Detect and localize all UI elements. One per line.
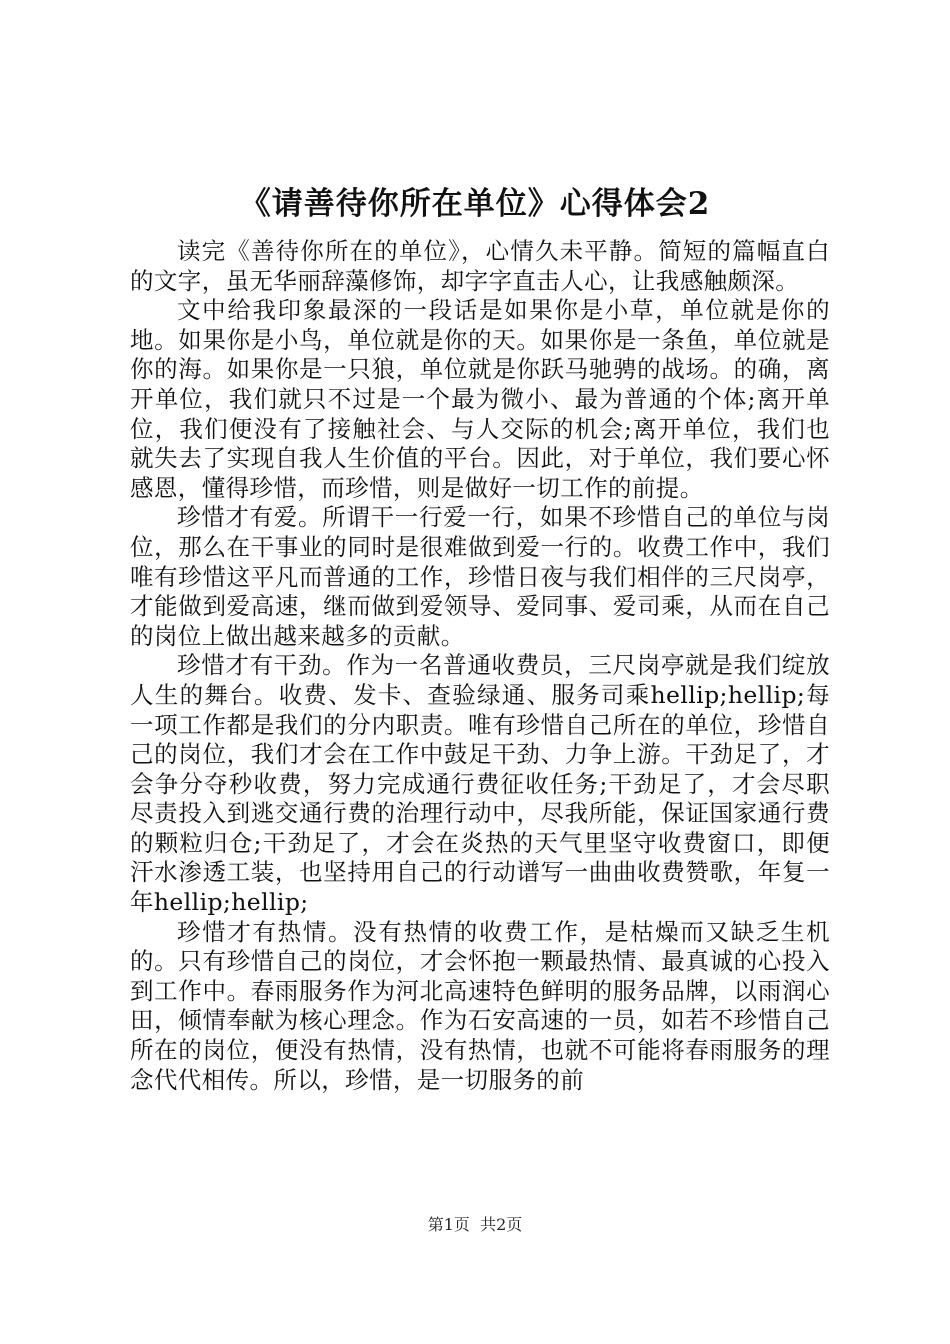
document-body [130, 237, 830, 1095]
document-title: 《请善待你所在单位》心得体会2 [239, 186, 711, 222]
page-number: 第1页 共2页 [427, 1215, 523, 1234]
paragraph-love: 珍惜才有爱。所谓干一行爱一行，如果不珍惜自己的单位与岗位，那么在干事业的同时是很难做到爱一行的。收费工作中，我们唯有珍惜这平凡而普通的工作，珍惜日夜与我们相伴的三尺岗亭，才能做到爱高速，继而做到爱领导、爱同事、爱司乘，从而在自己的岗位上做出越来越多的贡献。 [130, 503, 830, 650]
paragraph-quote: 文中给我印象最深的一段话是如果你是小草，单位就是你的地。如果你是小鸟，单位就是你的天。如果你是一条鱼，单位就是你的海。如果你是一只狼，单位就是你跃马驰骋的战场。的确，离开单位，我们就只不过是一个最为微小、最为普通的个体;离开单位，我们便没有了接触社会、与人交际的机会;离开单位，我们也就失去了实现自我人生价值的平台。因此，对于单位，我们要心怀感恩，懂得珍惜，而珍惜，则是做好一切工作的前提。 [130, 296, 830, 502]
page-footer [0, 1214, 950, 1236]
paragraph-passion: 珍惜才有热情。没有热情的收费工作，是枯燥而又缺乏生机的。只有珍惜自己的岗位，才会怀抱一颗最热情、最真诚的心投入到工作中。春雨服务作为河北高速特色鲜明的服务品牌，以雨润心田，倾情奉献为核心理念。作为石安高速的一员，如若不珍惜自己所在的岗位，便没有热情，没有热情，也就不可能将春雨服务的理念代代相传。所以，珍惜，是一切服务的前 [130, 917, 830, 1094]
paragraph-drive: 珍惜才有干劲。作为一名普通收费员，三尺岗亭就是我们绽放人生的舞台。收费、发卡、查验绿通、服务司乘hellip;hellip;每一项工作都是我们的分内职责。唯有珍惜自己所在的单位，珍惜自己的岗位，我们才会在工作中鼓足干劲、力争上游。干劲足了，才会争分夺秒收费，努力完成通行费征收任务;干劲足了，才会尽职尽责投入到逃交通行费的治理行动中，尽我所能，保证国家通行费的颗粒归仓;干劲足了，才会在炎热的天气里坚守收费窗口，即便汗水渗透工装，也坚持用自己的行动谱写一曲曲收费赞歌，年复一年hellip;hellip; [130, 651, 830, 917]
paragraph-intro: 读完《善待你所在的单位》，心情久未平静。简短的篇幅直白的文字，虽无华丽辞藻修饰，却字字直击人心，让我感触颇深。 [130, 237, 830, 295]
